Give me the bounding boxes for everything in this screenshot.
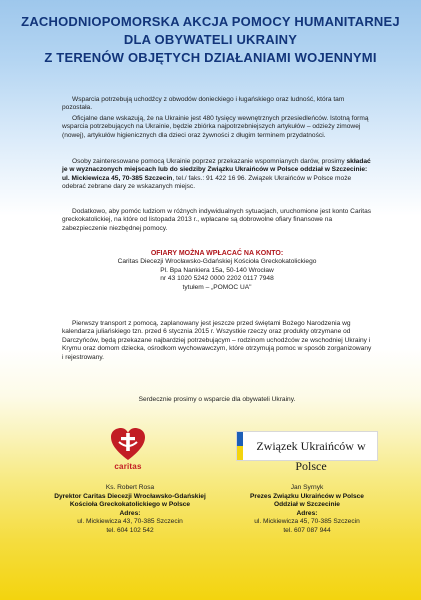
signer-address: ul. Mickiewicza 45, 70-385 Szczecin xyxy=(254,518,360,526)
signer-role: Prezes Związku Ukraińców w Polsce xyxy=(250,492,364,500)
signer-address-label: Adres: xyxy=(119,509,141,517)
signer-phone: tel. 607 087 944 xyxy=(283,526,331,534)
caritas-heart-icon xyxy=(108,426,148,462)
signature-left xyxy=(30,484,230,536)
closing-line: Serdecznie prosimy o wsparcie dla obywateli Ukrainy. xyxy=(138,396,296,403)
ukraine-flag-icon xyxy=(237,432,243,460)
signer-organization: Oddział w Szczecinie xyxy=(274,501,340,509)
paragraph-refugees: Wsparcia potrzebują uchodźcy z obwodów donieckiego i ługańskiego oraz ludność, która tam pozostała. xyxy=(62,96,345,112)
donations-drop-off-address: składać je w wyznaczonych miejscach lub do siedziby Związku Ukraińców w Polsce oddział w Szczecinie: ul. Mickiewicza 45, 70-385 Szczecin xyxy=(62,158,371,182)
paragraph-donations xyxy=(62,158,372,192)
caritas-logo xyxy=(108,426,148,472)
caritas-wordmark: caritas xyxy=(114,462,142,471)
signer-address-label: Adres: xyxy=(296,509,318,517)
donation-title: OFIARY MOŻNA WPŁACAĆ NA KONTO: xyxy=(150,250,284,257)
signer-organization: Kościoła Greckokatolickiego w Polsce xyxy=(69,501,191,509)
donations-text-start: Osoby zainteresowane pomocą Ukrainie poprzez przekazanie wspomnianych darów, prosimy xyxy=(72,158,347,165)
donation-address: Pl. Bpa Nankiera 15a, 50-140 Wrocław xyxy=(160,266,274,274)
signer-address: ul. Mickiewicza 43, 70-385 Szczecin xyxy=(77,518,183,526)
signer-role: Dyrektor Caritas Diecezji Wrocławsko-Gdańskiej xyxy=(54,492,206,500)
donation-transfer-title: tytułem – „POMOC UA" xyxy=(182,283,252,291)
header-line-2: DLA OBYWATELI UKRAINY xyxy=(123,32,298,47)
paragraph-transport: Pierwszy transport z pomocą, zaplanowany jest jeszcze przed świętami Bożego Narodzenia wg kalendarza juliańskiego tzn. przed 6 stycznia 2015 r. Wszystkie rzeczy oraz produkty otrzymane od Darczyńców, będą przekazane najbardziej potrzebującym – rodzinom uchodźców ze wschodniej Ukrainy i Krymu oraz domom dziecka, ośrodkom wychowawczym, które otrzymują pomoc w sposób zorganizowany i rejestrowany. xyxy=(62,320,372,361)
paragraph-bank-account-intro: Dodatkowo, aby pomóc ludziom w różnych indywidualnych sytuacjach, uruchomione jest konto Caritas greckokatolickiej, na które od listopada 2013 r., wpłacane są dobrowolne ofiary finansowe na zabezpieczenie niezbędnej pomocy. xyxy=(62,208,372,232)
paragraph-official-data: Oficjalne dane wskazują, że na Ukrainie jest 480 tysięcy wewnętrznych przesiedleńców. Istotną formą wsparcia potrzebujących na Ukrainie, będzie zbiórka najpotrzebniejszych artykułów – odzieży zimowej (nowej), artykułów higienicznych dla dzieci oraz żywności z długim terminem przydatności. xyxy=(62,115,369,139)
donation-org: Caritas Diecezji Wrocławsko-Gdańskiej Kościoła Greckokatolickiego xyxy=(117,258,317,266)
zuwp-wordmark: Związek Ukraińców w Polsce xyxy=(256,439,366,473)
signer-name: Ks. Robert Rosa xyxy=(105,484,155,491)
zuwp-logo xyxy=(236,431,378,473)
signer-name: Jan Syrnyk xyxy=(290,484,324,491)
donation-block xyxy=(62,250,372,292)
header-line-1: ZACHODNIOPOMORSKA AKCJA POMOCY HUMANITARNEJ xyxy=(21,14,400,29)
signature-right xyxy=(207,484,407,536)
donation-account-number: nr 43 1020 5242 0000 2202 0117 7948 xyxy=(160,275,274,283)
donations-text-end: , tel./ faks.: 91 422 16 96. Związek Ukraińców w Polsce może odebrać zebrane dary ze wskazanych miejsc. xyxy=(62,174,352,191)
signer-phone: tel. 604 102 542 xyxy=(106,526,154,534)
header-line-3: Z TERENÓW OBJĘTYCH DZIAŁANIAMI WOJENNYMI xyxy=(44,50,377,65)
